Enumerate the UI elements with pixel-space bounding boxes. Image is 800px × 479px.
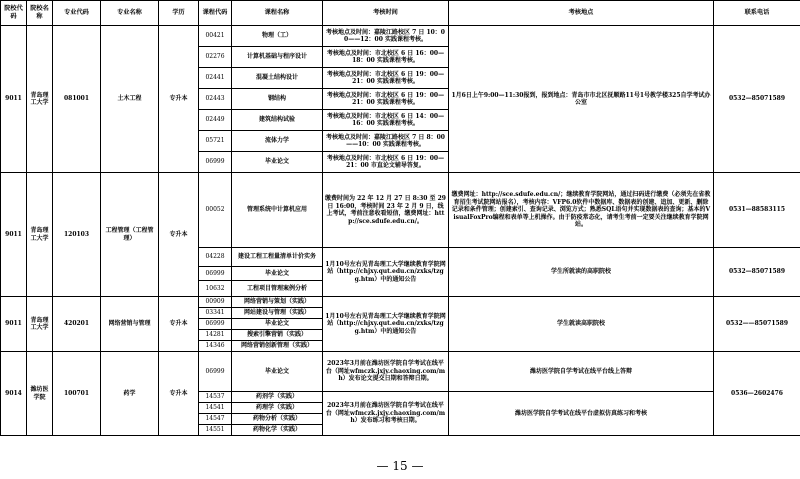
major-code: 120103 [53, 173, 101, 297]
header-course-name: 课程名称 [232, 1, 323, 26]
exam-time: 考核地点及时间：市北校区 6 日 19：00—21：00 实践课程考核。 [323, 68, 449, 89]
major-name: 药学 [101, 352, 159, 436]
exam-location: 潍坊医学院自学考试在线平台虚拟仿真练习和考核 [449, 392, 714, 436]
exam-time: 考核地点及时间：市北校区 6 日 16：00—18：00 实践课程考核。 [323, 47, 449, 68]
course-name: 药剂学（实践） [232, 392, 323, 403]
education-level: 专升本 [159, 26, 199, 173]
course-code: 02441 [199, 68, 232, 89]
exam-location: 潍坊医学院自学考试在线平台线上答辩 [449, 352, 714, 392]
major-name: 工程管理（工程管理） [101, 173, 159, 297]
school-code: 9014 [1, 352, 27, 436]
course-code: 02449 [199, 110, 232, 131]
school-name: 青岛理工大学 [27, 297, 53, 352]
education-level: 专升本 [159, 173, 199, 297]
course-code: 14346 [199, 341, 232, 352]
education-level: 专升本 [159, 297, 199, 352]
course-code: 14281 [199, 330, 232, 341]
major-code: 420201 [53, 297, 101, 352]
course-name: 网站建设与管理（实践） [232, 308, 323, 319]
major-code: 100701 [53, 352, 101, 436]
table-row [1, 352, 800, 392]
contact-phone: 0536—2602476 [714, 352, 800, 436]
course-name: 混凝土结构设计 [232, 68, 323, 89]
header-school-code: 院校代码 [1, 1, 27, 26]
exam-time: 1月10号左右见青岛理工大学继续教育学院网站（http://chjxy.qut.edu.cn/zxks/tzgg.htm）中的通知公告 [323, 248, 449, 297]
course-name: 钢结构 [232, 89, 323, 110]
course-name: 工程项目管理案例分析 [232, 281, 323, 297]
course-name: 流体力学 [232, 131, 323, 152]
course-name: 毕业论文 [232, 152, 323, 173]
course-name: 搜索引擎营销（实践） [232, 330, 323, 341]
course-code: 14537 [199, 392, 232, 403]
exam-location: 学生所就读的高职院校 [449, 248, 714, 297]
course-code: 06999 [199, 319, 232, 330]
course-code: 06999 [199, 152, 232, 173]
school-code: 9011 [1, 26, 27, 173]
course-code: 04228 [199, 248, 232, 267]
header-major-code: 专业代码 [53, 1, 101, 26]
exam-time: 2023年3月前在潍坊医学院自学考试在线平台（网址wfmczk.jxjy.chaoxing.com/mh）发布练习和考核日期。 [323, 392, 449, 436]
exam-time: 考核地点及时间：市北校区 6 日 14：00—16：00 实践课程考核。 [323, 110, 449, 131]
exam-time: 缴费时间为 22 年 12 月 27 日 8:30 至 29 日 16:00，考核时间 23 年 2 月 9 日，线上考试，考前注意收看短信，缴费网址：http://sce.sdufe.edu.cn/。 [323, 173, 449, 248]
exam-time: 考核地点及时间：嘉陵江路校区 7 日 8：00——10：00 实践课程考核。 [323, 131, 449, 152]
course-code: 10632 [199, 281, 232, 297]
course-code: 03341 [199, 308, 232, 319]
course-code: 06999 [199, 267, 232, 281]
course-code: 14547 [199, 414, 232, 425]
exam-time: 考核地点及时间：嘉陵江路校区 7 日 10：00——12：00 实践课程考核。 [323, 26, 449, 47]
exam-time: 考核地点及时间：市北校区 6 日 19：00—21：00 实践课程考核。 [323, 89, 449, 110]
course-name: 毕业论文 [232, 319, 323, 330]
course-code: 02443 [199, 89, 232, 110]
exam-location: 学生就读高职院校 [449, 297, 714, 352]
table-row [1, 173, 800, 248]
course-name: 药理学（实践） [232, 403, 323, 414]
contact-phone: 0532—85071589 [714, 26, 800, 173]
course-code: 00052 [199, 173, 232, 248]
course-name: 毕业论文 [232, 267, 323, 281]
contact-phone: 0531—88583115 [714, 173, 800, 248]
school-name: 青岛理工大学 [27, 26, 53, 173]
course-name: 网络营销创新管理（实践） [232, 341, 323, 352]
school-code: 9011 [1, 297, 27, 352]
exam-location: 1月6日上午9:00—11:30报到，报到地点：青岛市市北区抚顺路11号1号教学楼325自学考试办公室 [449, 26, 714, 173]
header-level: 学历 [159, 1, 199, 26]
course-name: 管理系统中计算机应用 [232, 173, 323, 248]
contact-phone: 0532—85071589 [714, 248, 800, 297]
school-name: 青岛理工大学 [27, 173, 53, 297]
course-name: 建设工程工程量清单计价实务 [232, 248, 323, 267]
course-code: 00909 [199, 297, 232, 308]
header-exam-location: 考核地点 [449, 1, 714, 26]
education-level: 专升本 [159, 352, 199, 436]
course-name: 建筑结构试验 [232, 110, 323, 131]
exam-location: 缴费网址：http://sce.sdufe.edu.cn/；继续教育学院网站，通过扫码进行缴费（必须先在省教育招生考试院网站报名），考核内容：VFP6.0软件中数据库、数据表的创建、追加、更新、删除记录和条件管理；创建索引、查询记录、浏览方式；熟悉SQL语句并实现数据表的查询；基本的VisualFoxPro编程和表单等上机操作。由于防疫常态化，请考生考前一定要关注继续教育学院网站。 [449, 173, 714, 248]
course-name: 毕业论文 [232, 352, 323, 392]
table-row [1, 26, 800, 47]
page-number: — 15 — [376, 459, 424, 473]
course-name: 药物化学（实践） [232, 425, 323, 436]
header-exam-time: 考核时间 [323, 1, 449, 26]
header-row [1, 1, 800, 26]
school-name: 潍坊医学院 [27, 352, 53, 436]
course-code: 06999 [199, 352, 232, 392]
exam-time: 1月10号左右见青岛理工大学继续教育学院网站（http://chjxy.qut.edu.cn/zxks/tzgg.htm）中的通知公告 [323, 297, 449, 352]
course-code: 00421 [199, 26, 232, 47]
course-code: 02276 [199, 47, 232, 68]
major-name: 土木工程 [101, 26, 159, 173]
course-name: 网络营销与策划（实践） [232, 297, 323, 308]
major-name: 网络营销与管理 [101, 297, 159, 352]
course-code: 14541 [199, 403, 232, 414]
course-code: 14551 [199, 425, 232, 436]
table-row [1, 297, 800, 308]
contact-phone: 0532——85071589 [714, 297, 800, 352]
course-name: 物理（工） [232, 26, 323, 47]
major-code: 081001 [53, 26, 101, 173]
header-course-code: 课程代码 [199, 1, 232, 26]
school-code: 9011 [1, 173, 27, 297]
header-school-name: 院校名称 [27, 1, 53, 26]
header-major-name: 专业名称 [101, 1, 159, 26]
course-code: 05721 [199, 131, 232, 152]
exam-time: 2023年3月前在潍坊医学院自学考试在线平台（网址wfmczk.jxjy.chaoxing.com/mh）发布论文提交日期和答辩日期。 [323, 352, 449, 392]
header-phone: 联系电话 [714, 1, 800, 26]
exam-time: 考核地点及时间：市北校区 6 日 19：00—21：00 市直论文辅导答复。 [323, 152, 449, 173]
course-name: 计算机基础与程序设计 [232, 47, 323, 68]
course-name: 药物分析（实践） [232, 414, 323, 425]
